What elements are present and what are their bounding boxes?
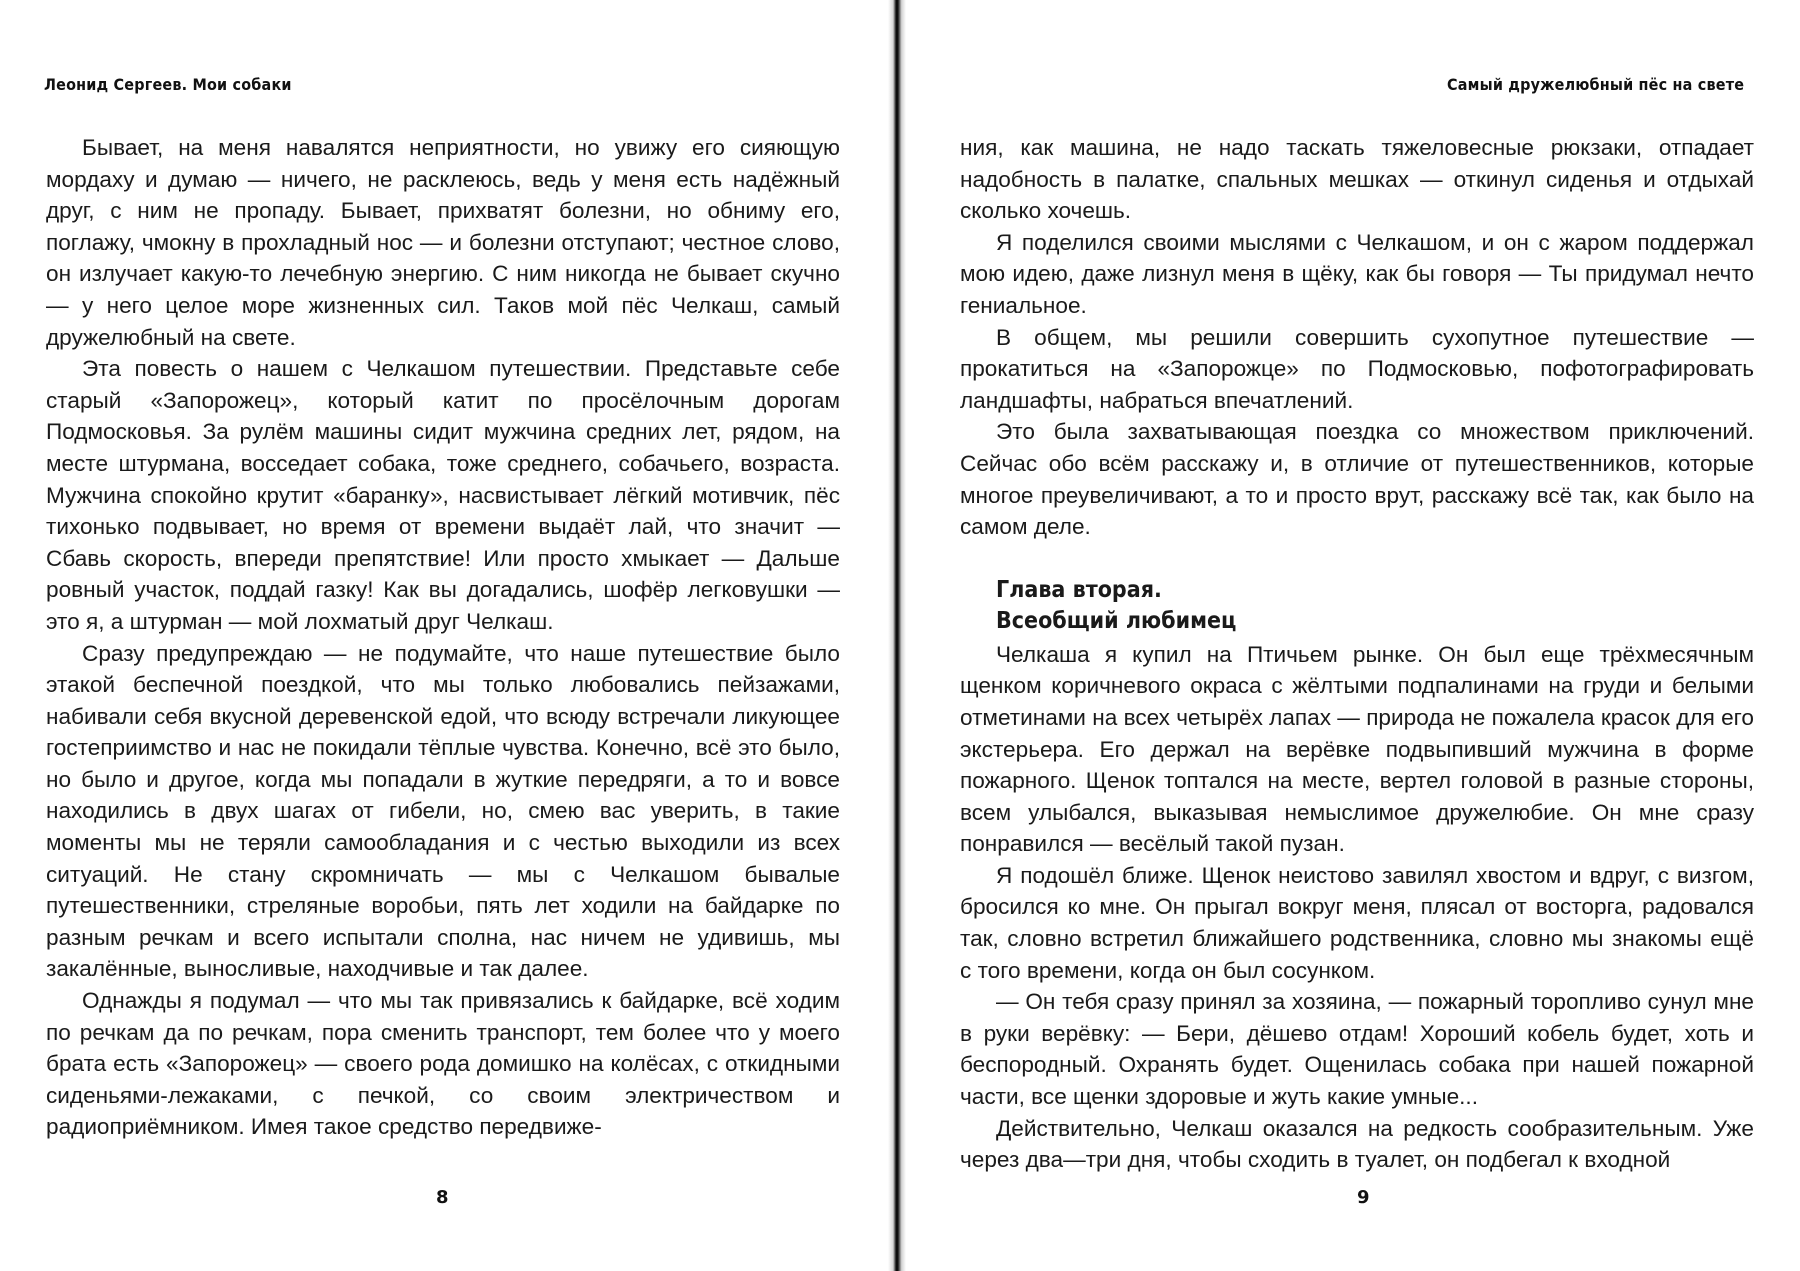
running-head-right: Самый дружелюбный пёс на свете: [1446, 75, 1744, 94]
paragraph: Действительно, Челкаш оказался на редкость сообразительным. Уже через два—три дня, чтобы сходить в туалет, он подбегал к входной: [960, 1115, 1754, 1173]
right-page-body: [960, 132, 1754, 1176]
left-page: [0, 0, 890, 1271]
paragraph: Однажды я подумал — что мы так привязались к байдарке, всё ходим по речкам да по речкам, пора сменить транспорт, тем более что у моего брата есть «Запорожец» — своего рода домишко на колёсах, с откидными сиденьями-лежаками, с печкой, со своим электричеством и радиоприёмником. Имея такое средство передвиже-: [46, 988, 840, 1140]
paragraph: Эта повесть о нашем с Челкашом путешествии. Представьте себе старый «Запорожец», который катит по просёлочным дорогам Подмосковья. За рулём машины сидит мужчина средних лет, рядом, на месте штурмана, восседает собака, тоже среднего, собачьего, возраста. Мужчина спокойно крутит «баранку», насвистывает лёгкий мотивчик, пёс тихонько подвывает, но время от времени выдаёт лай, что значит — Сбавь скорость, впереди препятствие! Или просто хмыкает — Дальше ровный участок, поддай газку! Как вы догадались, шофёр легковушки — это я, а штурман — мой лохматый друг Челкаш.: [46, 356, 840, 634]
chapter-title: [996, 575, 1678, 637]
page-number-left: 8: [436, 1187, 449, 1208]
paragraph: — Он тебя сразу принял за хозяина, — пожарный торопливо сунул мне в руки верёвку: — Бери, дёшево отдам! Хороший кобель будет, хоть и беспородный. Охранять будет. Ощенилась собака при нашей пожарной части, все щенки здоровые и жуть какие умные...: [960, 989, 1754, 1110]
chapter-title-line-2: Всеобщий любимец: [996, 607, 1237, 634]
paragraph-continued: ния, как машина, не надо таскать тяжеловесные рюкзаки, отпадает надобность в палатке, спальных мешках — откинул сиденья и отдыхай сколько хочешь.: [960, 135, 1754, 224]
running-head-left: Леонид Сергеев. Мои собаки: [44, 75, 292, 94]
paragraph: Бывает, на меня навалятся неприятности, но увижу его сияющую мордаху и думаю — ничего, не расклеюсь, ведь у меня есть надёжный друг, с ним не пропаду. Бывает, прихватят болезни, но обниму его, поглажу, чмокну в прохладный нос — и болезни отступают; честное слово, он излучает какую-то лечебную энергию. С ним никогда не бывает скучно — у него целое море жизненных сил. Таков мой пёс Челкаш, самый дружелюбный на свете.: [46, 135, 840, 350]
left-page-body: [46, 132, 840, 1143]
paragraph: Сразу предупреждаю — не подумайте, что наше путешествие было этакой беспечной поездкой, что мы только любовались пейзажами, набивали себя вкусной деревенской едой, что всюду встречали ликующее гостеприимство и нас не покидали тёплые чувства. Конечно, всё это было, но было и другое, когда мы попадали в жуткие передряги, а то и вовсе находились в двух шагах от гибели, но, смею вас уверить, в такие моменты мы не теряли самообладания и с честью выходили из всех ситуаций. Не стану скромничать — мы с Челкашом бывалые путешественники, стреляные воробьи, пять лет ходили на байдарке по разным речкам и всего испытали сполна, нас ничем не удивишь, мы закалённые, выносливые, находчивые и так далее.: [46, 640, 840, 982]
right-page: [906, 0, 1800, 1271]
chapter-title-line-1: Глава вторая.: [996, 576, 1162, 603]
paragraph: Челкаша я купил на Птичьем рынке. Он был еще трёхмесячным щенком коричневого окраса с жёлтыми подпалинами на груди и белыми отметинами на всех четырёх лапах — природа не пожалела красок для его экстерьера. Его держал на верёвке подвыпивший мужчина в форме пожарного. Щенок топтался на месте, вертел головой в разные стороны, всем улыбался, выказывая немыслимое дружелюбие. Он мне сразу понравился — весёлый такой пузан.: [960, 641, 1754, 857]
paragraph: В общем, мы решили совершить сухопутное путешествие — прокатиться на «Запорожце» по Подмосковью, пофотографировать ландшафты, набраться впечатлений.: [960, 324, 1754, 413]
book-gutter: [888, 0, 906, 1271]
page-number-right: 9: [1357, 1187, 1370, 1208]
paragraph: Я поделился своими мыслями с Челкашом, и он с жаром поддержал мою идею, даже лизнул меня в щёку, как бы говоря — Ты придумал нечто гениальное.: [960, 229, 1754, 318]
paragraph: Это была захватывающая поездка со множеством приключений. Сейчас обо всём расскажу и, в отличие от путешественников, которые многое преувеличивают, а то и просто врут, расскажу всё так, как было на самом деле.: [960, 419, 1754, 540]
paragraph: Я подошёл ближе. Щенок неистово завилял хвостом и вдруг, с визгом, бросился ко мне. Он прыгал вокруг меня, плясал от восторга, радовался так, словно встретил ближайшего родственника, словно мы знакомы ещё с того времени, когда он был сосунком.: [960, 862, 1754, 983]
